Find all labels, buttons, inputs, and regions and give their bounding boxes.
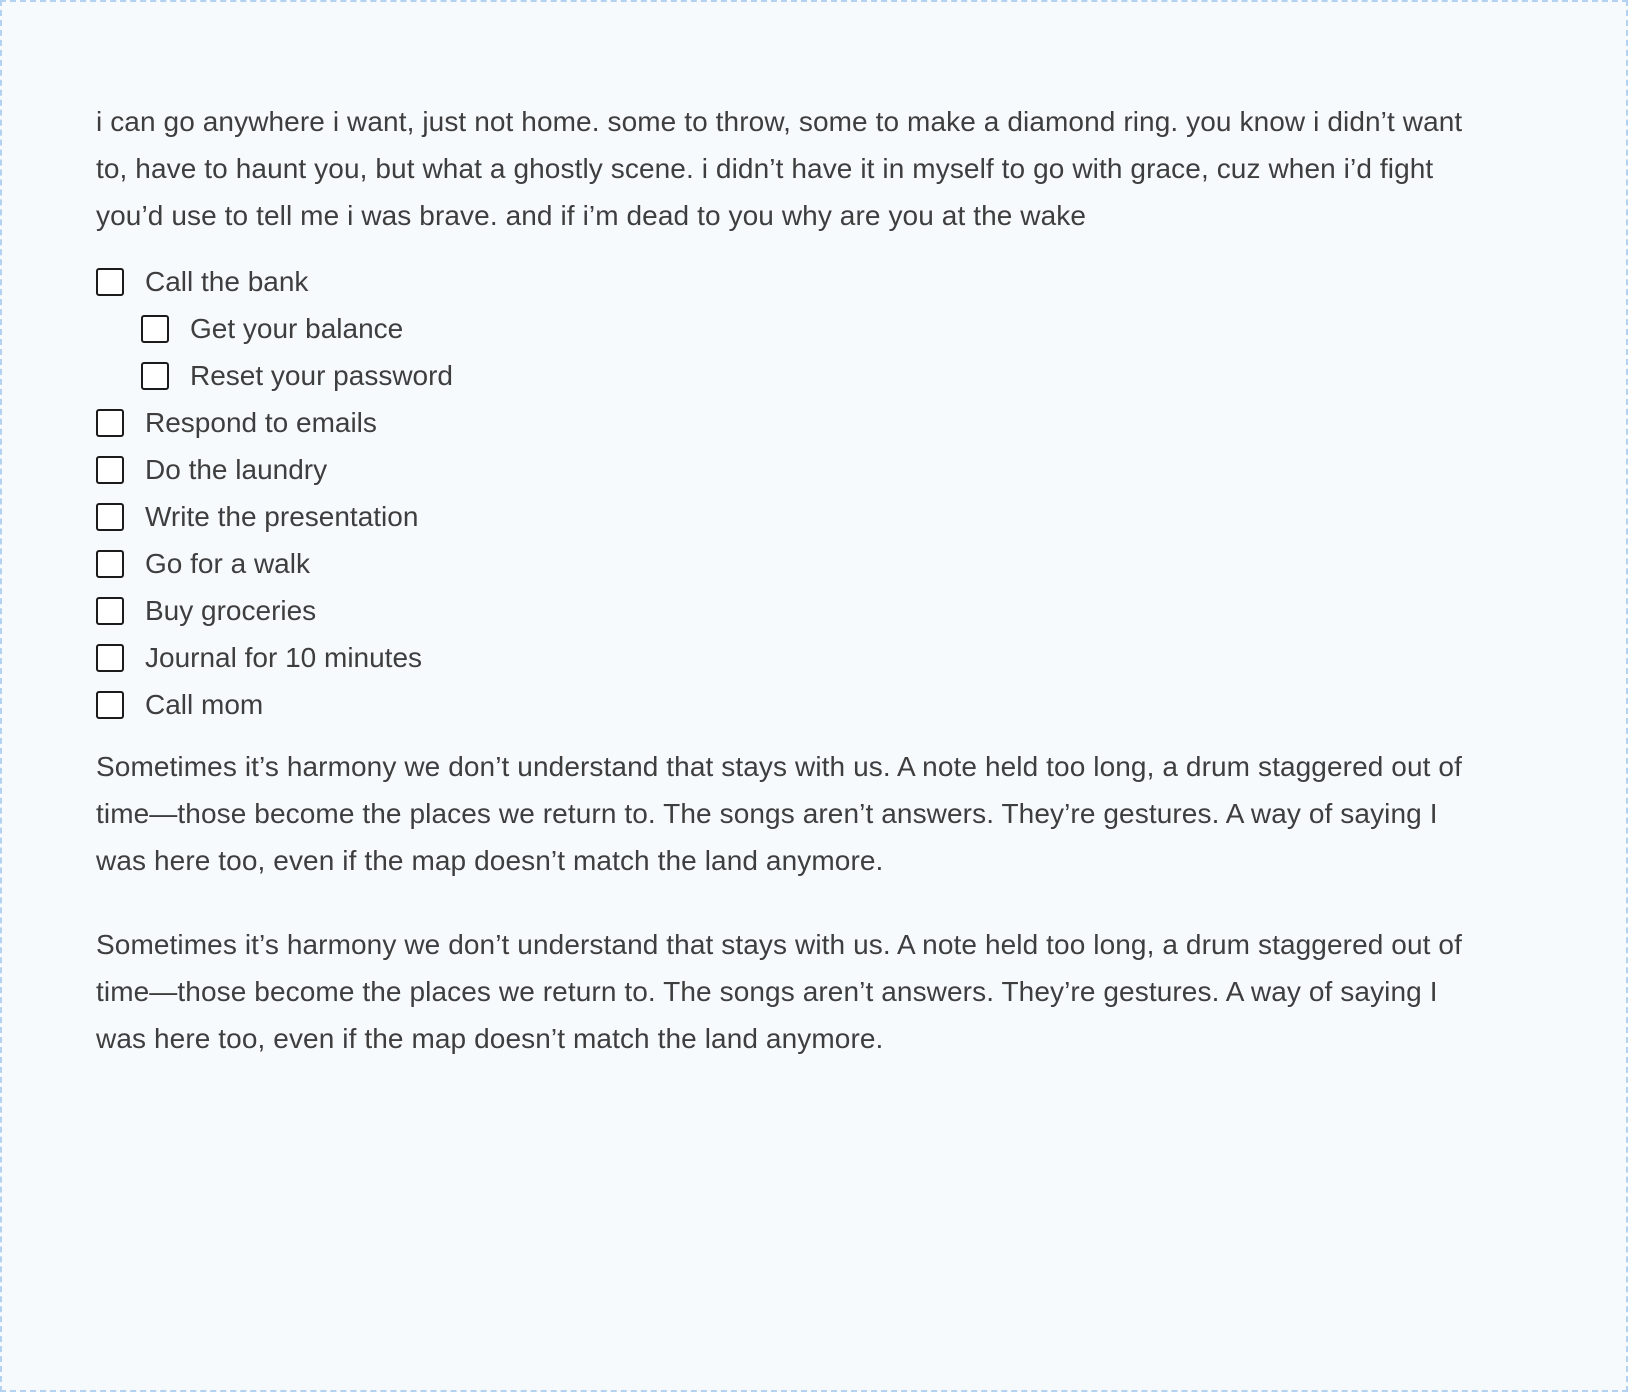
checklist-item-label: Do the laundry [145, 454, 328, 485]
checkbox-unchecked[interactable] [96, 597, 124, 625]
checkbox-unchecked[interactable] [141, 362, 169, 390]
checklist-item [96, 314, 1626, 344]
checklist-item-label: Respond to emails [145, 407, 377, 438]
checklist-item [96, 361, 1626, 391]
checklist-item-label: Buy groceries [145, 595, 317, 626]
checklist-item [96, 596, 1626, 626]
checkbox-unchecked[interactable] [96, 456, 124, 484]
checklist-item-label: Reset your password [190, 360, 454, 391]
checkbox-unchecked[interactable] [96, 503, 124, 531]
checklist-item [96, 502, 1626, 532]
closing-paragraph-1: Sometimes it’s harmony we don’t understand that stays with us. A note held too long, a drum staggered out of time—those become the places we return to. The songs aren’t answers. They’re gestures. A way of saying I was here too, even if the map doesn’t match the land anymore. [96, 751, 1462, 876]
checklist-item [96, 643, 1626, 673]
checkbox-unchecked[interactable] [96, 409, 124, 437]
closing-paragraph-2: Sometimes it’s harmony we don’t understand that stays with us. A note held too long, a drum staggered out of time—those become the places we return to. The songs aren’t answers. They’re gestures. A way of saying I was here too, even if the map doesn’t match the land anymore. [96, 929, 1462, 1054]
checklist-item-label: Go for a walk [145, 548, 310, 579]
checklist-item [96, 455, 1626, 485]
checklist-item [96, 408, 1626, 438]
checklist-item-label: Write the presentation [145, 501, 419, 532]
checkbox-unchecked[interactable] [96, 268, 124, 296]
checklist-item-label: Call the bank [145, 266, 309, 297]
checkbox-unchecked[interactable] [141, 315, 169, 343]
checkbox-unchecked[interactable] [96, 550, 124, 578]
checklist-item-label: Get your balance [190, 313, 404, 344]
checklist-item-label: Call mom [145, 689, 264, 720]
checklist [96, 267, 1626, 720]
checklist-item [96, 549, 1626, 579]
intro-paragraph: i can go anywhere i want, just not home. some to throw, some to make a diamond ring. you know i didn’t want to, have to haunt you, but what a ghostly scene. i didn’t have it in myself to go with grace, cuz when i’d fight you’d use to tell me i was brave. and if i’m dead to you why are you at the wake [96, 106, 1463, 231]
note-editor-content [2, 2, 1626, 1062]
checklist-item-label: Journal for 10 minutes [145, 642, 423, 673]
checklist-item [96, 690, 1626, 720]
checkbox-unchecked[interactable] [96, 644, 124, 672]
checklist-item [96, 267, 1626, 297]
checkbox-unchecked[interactable] [96, 691, 124, 719]
